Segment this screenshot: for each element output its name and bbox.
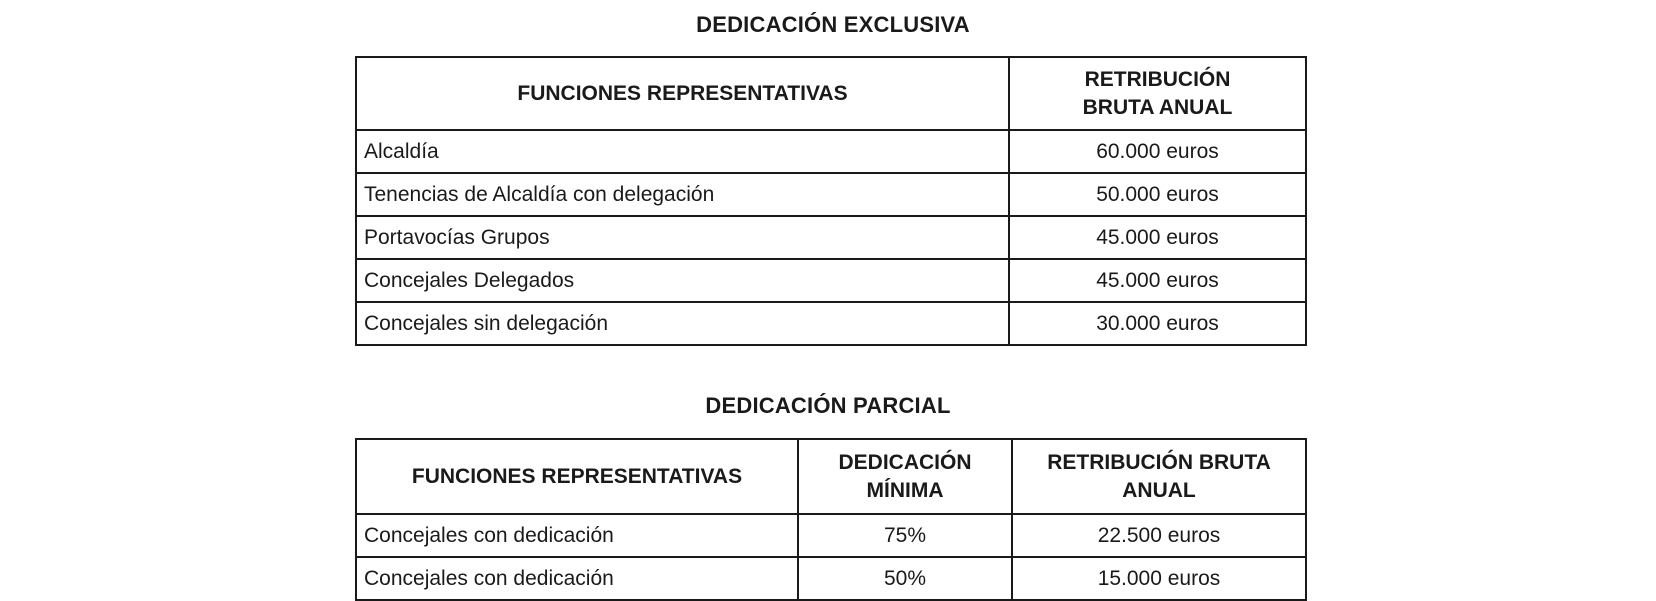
section-title-dedicacion-exclusiva: DEDICACIÓN EXCLUSIVA [696, 12, 970, 37]
cell-dedicacion: 75% [798, 514, 1012, 557]
cell-funcion: Concejales sin delegación [356, 302, 1009, 345]
cell-retribucion: 50.000 euros [1009, 173, 1306, 216]
cell-retribucion: 60.000 euros [1009, 130, 1306, 173]
table-row [356, 302, 1306, 345]
table-row [356, 173, 1306, 216]
table-row [356, 216, 1306, 259]
cell-retribucion: 15.000 euros [1012, 557, 1306, 600]
cell-retribucion: 45.000 euros [1009, 259, 1306, 302]
cell-funcion: Tenencias de Alcaldía con delegación [356, 173, 1009, 216]
table-row [356, 557, 1306, 600]
section-title-dedicacion-parcial: DEDICACIÓN PARCIAL [705, 393, 951, 418]
table-header-row [356, 439, 1306, 514]
header-line: MÍNIMA [866, 478, 944, 502]
cell-funcion: Alcaldía [356, 130, 1009, 173]
header-dedicacion-minima [798, 439, 1012, 514]
cell-funcion: Concejales con dedicación [356, 514, 798, 557]
table-dedicacion-exclusiva [355, 56, 1307, 346]
header-retribucion-bruta-anual [1009, 57, 1306, 130]
table-row [356, 130, 1306, 173]
cell-retribucion: 45.000 euros [1009, 216, 1306, 259]
cell-funcion: Concejales con dedicación [356, 557, 798, 600]
header-funciones-representativas: FUNCIONES REPRESENTATIVAS [356, 57, 1009, 130]
table-row [356, 259, 1306, 302]
header-funciones-representativas: FUNCIONES REPRESENTATIVAS [356, 439, 798, 514]
cell-retribucion: 30.000 euros [1009, 302, 1306, 345]
table-row [356, 514, 1306, 557]
header-line: ANUAL [1122, 478, 1196, 502]
table-dedicacion-parcial [355, 438, 1307, 601]
header-line: RETRIBUCIÓN BRUTA [1047, 450, 1271, 474]
table-header-row [356, 57, 1306, 130]
cell-funcion: Concejales Delegados [356, 259, 1009, 302]
header-line: DEDICACIÓN [838, 450, 972, 474]
header-retribucion-bruta-anual [1012, 439, 1306, 514]
cell-funcion: Portavocías Grupos [356, 216, 1009, 259]
header-line: RETRIBUCIÓN [1084, 67, 1231, 91]
cell-retribucion: 22.500 euros [1012, 514, 1306, 557]
cell-dedicacion: 50% [798, 557, 1012, 600]
header-line: BRUTA ANUAL [1082, 95, 1233, 119]
